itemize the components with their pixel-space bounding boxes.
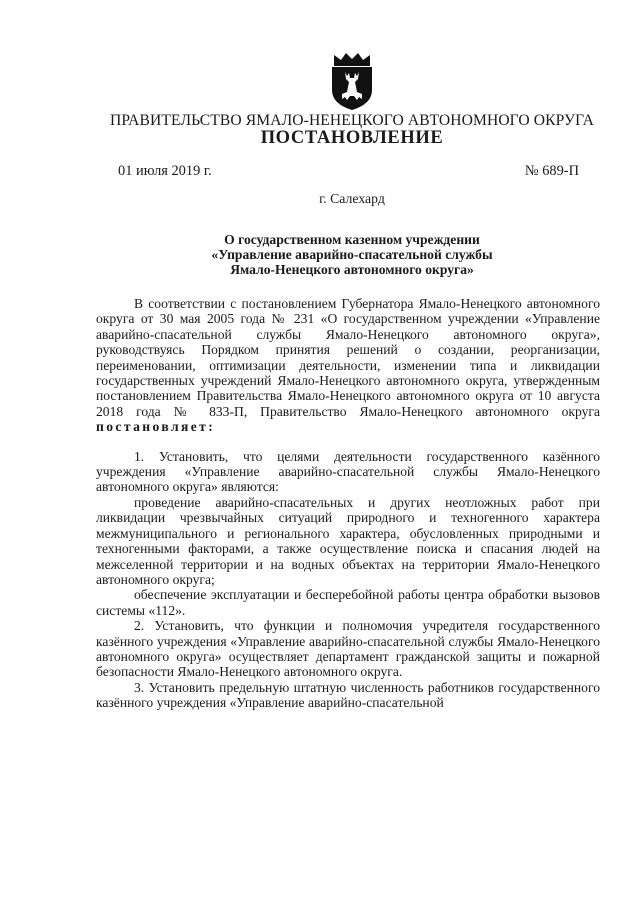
clause-1-goal-a: проведение аварийно-спасательных и других неотложных работ при ликвидации чрезвычайных ситуаций природного и техногенного характера межмуниципального и регионального характера, обусловленных природными и техногенными факторами, а также осуществление поиска и спасания людей на межселенной территории и на водных объектах на территории Ямало-Ненецкого автономного округа; <box>96 494 600 587</box>
resolves-word: постановляет: <box>96 419 216 435</box>
preamble-text: В соответствии с постановлением Губернатора Ямало-Ненецкого автономного округа от 30 мая 2005 года № 231 «О государственном учреждении «Управление аварийно-спасательной службы Ямало-Ненецкого автономного округа», руководствуясь Порядком принятия решений о создании, реорганизации, переименовании, оптимизации деятельности, изменении типа и ликвидации государственных учреждений Ямало-Ненецкого автономного округа, утвержденным постановлением Правительства Ямало-Ненецкого автономного округа от 10 августа 2018 года № 833-П, Правительство Ямало-Ненецкого автономного округа <box>96 296 600 419</box>
document-subject <box>150 232 554 277</box>
clause-1-goal-b: обеспечение эксплуатации и бесперебойной работы центра обработки вызовов системы «112». <box>96 587 600 618</box>
document-date: 01 июля 2019 г. <box>118 163 212 179</box>
document-number: № 689-П <box>524 163 579 179</box>
clause-2: 2. Установить, что функции и полномочия учредителя государственного казённого учреждения «Управление аварийно-спасательной службы Ямало-Ненецкого автономного округа» осуществляет департамент гражданской защиты и пожарной безопасности Ямало-Ненецкого автономного округа. <box>96 618 600 680</box>
document-city: г. Салехард <box>319 191 385 206</box>
subject-line: О государственном казенном учреждении <box>224 232 480 247</box>
subject-line: Ямало-Ненецкого автономного округа» <box>230 262 474 277</box>
clause-3: 3. Установить предельную штатную численность работников государственного казённого учреждения «Управление аварийно-спасательной <box>96 679 600 711</box>
government-name: ПРАВИТЕЛЬСТВО ЯМАЛО-НЕНЕЦКОГО АВТОНОМНОГО ОКРУГА <box>110 112 594 129</box>
preamble-paragraph <box>96 296 600 435</box>
subject-line: «Управление аварийно-спасательной службы <box>211 247 493 262</box>
yamal-coat-of-arms-icon <box>326 52 378 112</box>
document-type: ПОСТАНОВЛЕНИЕ <box>260 128 444 148</box>
document-body <box>96 296 600 711</box>
clause-1: 1. Установить, что целями деятельности государственного казённого учреждения «Управление аварийно-спасательной службы Ямало-Ненецкого автономного округа» являются: <box>96 448 600 495</box>
